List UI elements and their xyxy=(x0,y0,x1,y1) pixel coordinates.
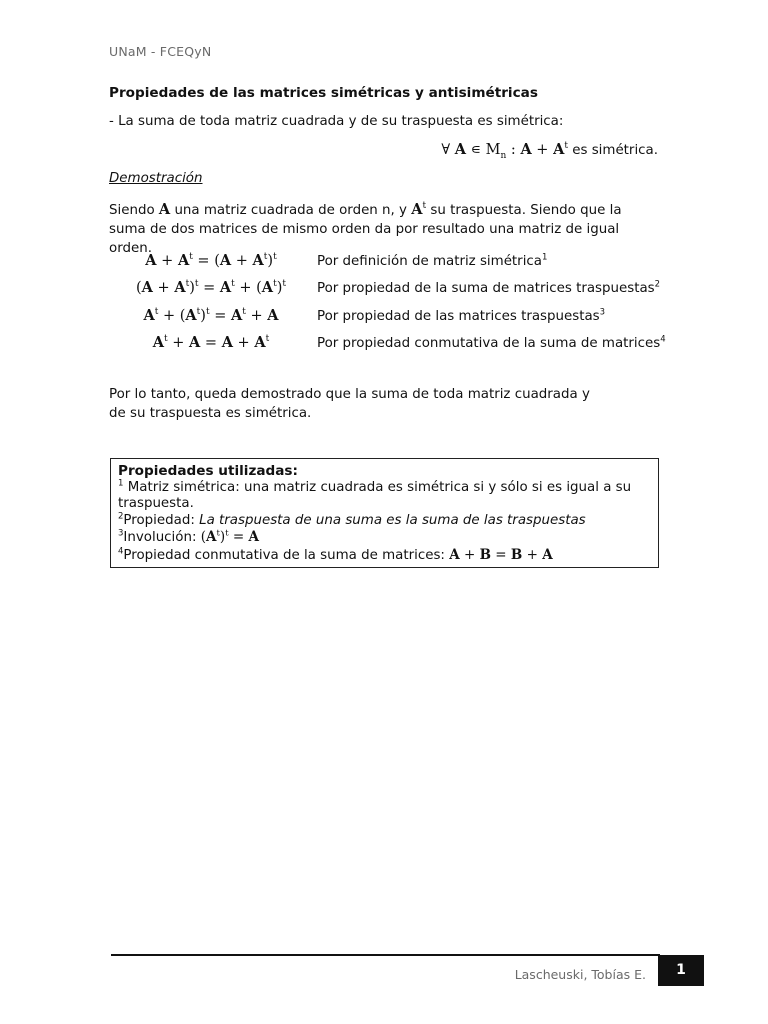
proof-step-4 xyxy=(109,334,669,358)
step-1-equation: $A + A^t = (A + A^t)^t$ xyxy=(145,252,277,269)
theorem xyxy=(441,141,658,161)
intro-part-3: su traspuesta. Siendo que la suma de dos matrices de mismo orden da por resultado una matriz de igual orden. xyxy=(109,203,622,256)
step-3-equation: $A^t + (A^t)^t = A^t + A$ xyxy=(143,307,279,324)
theorem-suffix: es simétrica. xyxy=(572,143,658,158)
step-3-reason: Por propiedad de las matrices traspuestas$^3$ xyxy=(317,307,606,324)
intro-part-1: Siendo xyxy=(109,203,155,218)
property-1: $^1$ Matriz simétrica: una matriz cuadrada es simétrica si y sólo si es igual a su traspuesta. xyxy=(118,478,632,512)
step-4-equation: $A^t + A = A + A^t$ xyxy=(152,334,270,351)
page-number: 1 xyxy=(658,955,704,986)
properties-title: Propiedades utilizadas: xyxy=(118,463,298,479)
commutative-formula: A + B = B + A xyxy=(449,546,553,563)
step-2-equation: $(A + A^t)^t = A^t + (A^t)^t$ xyxy=(136,279,286,296)
step-4-reason: Por propiedad conmutativa de la suma de matrices$^4$ xyxy=(317,334,666,351)
intro-paragraph xyxy=(109,200,654,258)
property-4: $^4$Propiedad conmutativa de la suma de matrices: A + B = B + A xyxy=(118,546,553,563)
property-3: $^3$Involución: $(A^t)^t = A$ xyxy=(118,528,260,546)
property-2: $^2$Propiedad: La traspuesta de una suma es la suma de las traspuestas xyxy=(118,511,586,528)
footer-author: Lascheuski, Tobías E. xyxy=(514,967,646,982)
proof-step-3 xyxy=(109,307,669,331)
conclusion: Por lo tanto, queda demostrado que la suma de toda matriz cuadrada y de su traspuesta es simétrica. xyxy=(109,387,590,421)
properties-box xyxy=(110,458,659,568)
proof-step-2 xyxy=(109,279,669,303)
step-1-reason: Por definición de matriz simétrica$^1$ xyxy=(317,252,548,269)
involution-formula: $(A^t)^t = A$ xyxy=(200,528,260,546)
matrix-A: A xyxy=(158,201,171,218)
demo-label: Demostración xyxy=(109,171,203,186)
footer-rule xyxy=(111,954,660,956)
intro-part-2: una matriz cuadrada de orden n, y xyxy=(174,203,407,218)
matrix-At: $A^t$ xyxy=(411,201,427,218)
page-header: UNaM - FCEQyN xyxy=(109,44,212,59)
step-2-reason: Por propiedad de la suma de matrices traspuestas$^2$ xyxy=(317,279,661,296)
section-title: Propiedades de las matrices simétricas y antisimétricas xyxy=(109,85,538,101)
statement: - La suma de toda matriz cuadrada y de su traspuesta es simétrica: xyxy=(109,114,564,129)
theorem-formula: ∀ A ∊ $M_n$ : $A + A^t$ xyxy=(441,141,568,161)
proof-step-1 xyxy=(109,252,669,276)
